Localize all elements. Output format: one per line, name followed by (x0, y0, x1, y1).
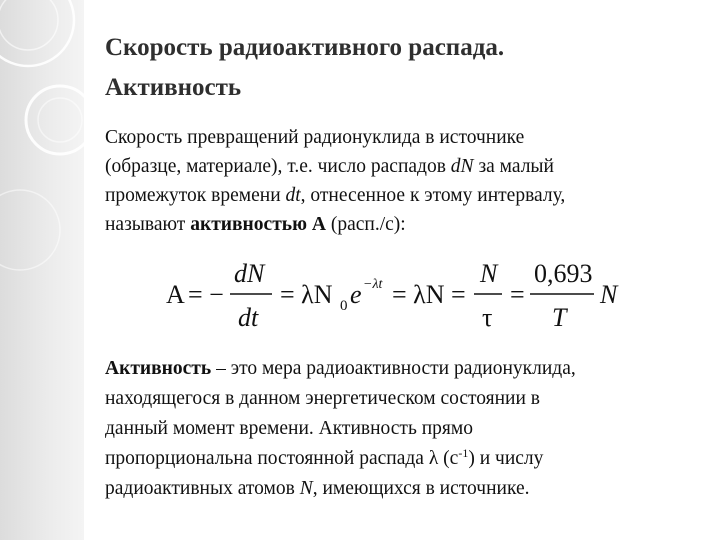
unit-exponent: -1 (458, 446, 469, 460)
title-line-1: Скорость радиоактивного распада. (105, 34, 505, 61)
text-fragment: пропорциональна постоянной распада (105, 448, 429, 469)
title-line-2: Активность (105, 74, 242, 101)
para2-line-3: данный момент времени. Активность прямо (105, 418, 473, 439)
para1-line-1: Скорость превращений радионуклида в источнике (105, 127, 525, 148)
formula-A: A (166, 280, 185, 309)
symbol-A: А (311, 214, 326, 235)
term-activity: активностью (190, 214, 312, 235)
formula-N: N (480, 259, 498, 288)
activity-formula (166, 256, 636, 336)
decorative-circles (0, 0, 84, 540)
para2-line-4 (105, 448, 543, 469)
para1-line-4 (105, 214, 406, 235)
text-fragment: (с (438, 448, 459, 469)
formula-eq3: = λN = (392, 280, 466, 309)
symbol-N: N (299, 478, 313, 499)
term-activity: Активность (105, 358, 212, 379)
formula-tau: τ (482, 303, 493, 332)
symbol-lambda: λ (428, 448, 439, 469)
text-fragment: ) и числу (468, 448, 544, 469)
text-fragment: радиоактивных атомов (105, 478, 300, 499)
definition-paragraph (105, 123, 705, 239)
text-fragment: (расп./с): (325, 214, 406, 235)
formula-e: e (350, 280, 362, 309)
symbol-dt: dt (285, 185, 301, 206)
activity-paragraph (105, 354, 705, 504)
slide-title (105, 28, 695, 108)
formula-dN: dN (234, 259, 265, 288)
text-fragment: промежуток времени (105, 185, 286, 206)
formula-eq4: = (510, 280, 525, 309)
text-fragment: , отнесенное к этому интервалу, (300, 185, 566, 206)
formula-eq2: = λN (280, 280, 333, 309)
text-fragment: (образце, материале), т.е. число распадов (105, 156, 451, 177)
para1-line-2 (105, 156, 554, 177)
para2-line-2: находящегося в данном энергетическом состоянии в (105, 388, 541, 409)
formula-T: T (552, 303, 567, 332)
text-fragment: называют (105, 214, 191, 235)
text-fragment: за малый (473, 156, 554, 177)
formula-dt: dt (238, 303, 259, 332)
formula-eq1: = − (188, 280, 224, 309)
formula-exponent: −λt (363, 277, 383, 292)
para1-line-3 (105, 185, 565, 206)
text-fragment: – это мера радиоактивности радионуклида, (211, 358, 576, 379)
text-fragment: , имеющихся в источнике. (312, 478, 530, 499)
formula-sub0: 0 (340, 298, 348, 314)
formula-N2: N (600, 280, 618, 309)
symbol-dN: dN (450, 156, 474, 177)
para2-line-5 (105, 478, 529, 499)
decorative-sidebar (0, 0, 84, 540)
formula-0693: 0,693 (534, 259, 593, 288)
para2-line-1 (105, 358, 576, 379)
